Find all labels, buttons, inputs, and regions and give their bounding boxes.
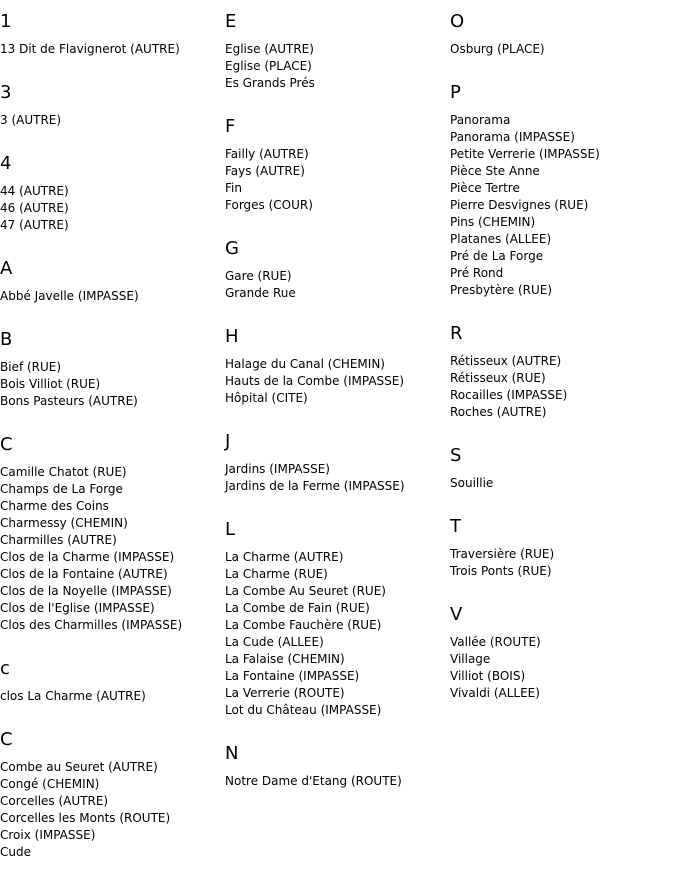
index-section — [450, 604, 672, 702]
index-section — [0, 258, 222, 305]
street-list — [225, 268, 447, 302]
street-list-item[interactable]: Fays (AUTRE) — [225, 164, 305, 178]
street-list-item[interactable]: Hôpital (CITE) — [225, 391, 308, 405]
street-list-item[interactable]: Halage du Canal (CHEMIN) — [225, 357, 385, 371]
index-section — [225, 431, 447, 495]
section-letter-heading: E — [225, 11, 237, 32]
street-list-item[interactable]: La Combe Au Seuret (RUE) — [225, 584, 386, 598]
street-list-item[interactable]: Clos de la Charme (IMPASSE) — [0, 550, 175, 564]
index-section — [225, 238, 447, 302]
street-list-item[interactable]: Eglise (AUTRE) — [225, 42, 314, 56]
street-list — [450, 353, 672, 421]
index-section — [450, 516, 672, 580]
street-list-item[interactable]: Presbytère (RUE) — [450, 283, 553, 297]
index-section — [225, 743, 447, 790]
street-list — [0, 41, 222, 58]
street-list-item[interactable]: La Fontaine (IMPASSE) — [225, 669, 360, 683]
street-list-item[interactable]: Clos de l'Eglise (IMPASSE) — [0, 601, 155, 615]
index-section — [450, 11, 672, 58]
street-list-item[interactable]: 46 (AUTRE) — [0, 201, 69, 215]
street-index-column-2 — [225, 0, 447, 790]
street-list-item[interactable]: Pins (CHEMIN) — [450, 215, 536, 229]
street-list-item[interactable]: Charmessy (CHEMIN) — [0, 516, 128, 530]
section-letter-heading: 4 — [0, 153, 12, 174]
section-letter-heading: G — [225, 238, 239, 259]
street-list-item[interactable]: Bois Villiot (RUE) — [0, 377, 101, 391]
index-section — [450, 82, 672, 299]
street-list-item[interactable]: La Charme (RUE) — [225, 567, 328, 581]
street-list-item[interactable]: Bons Pasteurs (AUTRE) — [0, 394, 138, 408]
street-list-item[interactable]: Failly (AUTRE) — [225, 147, 309, 161]
street-list — [0, 359, 222, 410]
street-list-item[interactable]: Rétisseux (AUTRE) — [450, 354, 562, 368]
section-letter-heading: V — [450, 604, 463, 625]
street-list-item[interactable]: 47 (AUTRE) — [0, 218, 69, 232]
index-section — [225, 519, 447, 719]
section-letter-heading: O — [450, 11, 465, 32]
street-list-item[interactable]: Pré Rond — [450, 266, 504, 280]
index-section — [225, 11, 447, 92]
street-list-item[interactable]: Jardins de la Ferme (IMPASSE) — [225, 479, 405, 493]
section-letter-heading: c — [0, 658, 10, 679]
street-list-item[interactable]: Traversière (RUE) — [450, 547, 555, 561]
street-list-item[interactable]: Platanes (ALLEE) — [450, 232, 552, 246]
street-list-item[interactable]: Es Grands Prés — [225, 76, 315, 90]
street-list-item[interactable]: Bief (RUE) — [0, 360, 62, 374]
street-list-item[interactable]: Cude — [0, 845, 31, 859]
street-list-item[interactable]: Camille Chatot (RUE) — [0, 465, 127, 479]
street-list — [0, 112, 222, 129]
street-list — [0, 759, 222, 861]
street-list-item[interactable]: Lot du Château (IMPASSE) — [225, 703, 382, 717]
index-section — [0, 329, 222, 410]
street-list — [225, 549, 447, 719]
section-letter-heading: H — [225, 326, 239, 347]
street-list — [0, 688, 222, 705]
index-section — [225, 116, 447, 214]
street-list-item[interactable]: Jardins (IMPASSE) — [225, 462, 330, 476]
street-list-item[interactable]: Village — [450, 652, 491, 666]
section-letter-heading: P — [450, 82, 461, 103]
street-list-item[interactable]: Abbé Javelle (IMPASSE) — [0, 289, 139, 303]
section-letter-heading: T — [450, 516, 461, 537]
street-index-column-1 — [0, 0, 222, 861]
section-letter-heading: A — [0, 258, 13, 279]
index-section — [450, 323, 672, 421]
street-list-item[interactable]: Charme des Coins — [0, 499, 109, 513]
street-list-item[interactable]: Corcelles les Monts (ROUTE) — [0, 811, 171, 825]
index-section — [0, 153, 222, 234]
street-list-item[interactable]: La Falaise (CHEMIN) — [225, 652, 345, 666]
street-list-item[interactable]: Notre Dame d'Etang (ROUTE) — [225, 774, 402, 788]
street-list-item[interactable]: Clos de la Noyelle (IMPASSE) — [0, 584, 172, 598]
street-list-item[interactable]: 3 (AUTRE) — [0, 113, 62, 127]
street-list-item[interactable]: 44 (AUTRE) — [0, 184, 69, 198]
street-list-item[interactable]: 13 Dit de Flavignerot (AUTRE) — [0, 42, 180, 56]
street-list-item[interactable]: Roches (AUTRE) — [450, 405, 547, 419]
section-letter-heading: L — [225, 519, 236, 540]
street-list-item[interactable]: Panorama (IMPASSE) — [450, 130, 575, 144]
street-list-item[interactable]: Vivaldi (ALLEE) — [450, 686, 540, 700]
index-section — [0, 82, 222, 129]
street-list-item[interactable]: Osburg (PLACE) — [450, 42, 545, 56]
section-letter-heading: J — [225, 431, 231, 452]
street-index-column-3 — [450, 0, 672, 702]
street-list — [225, 461, 447, 495]
street-list-item[interactable]: Pré de La Forge — [450, 249, 544, 263]
street-list — [450, 41, 672, 58]
section-letter-heading: C — [0, 434, 13, 455]
section-letter-heading: S — [450, 445, 462, 466]
street-list-item[interactable]: Vallée (ROUTE) — [450, 635, 541, 649]
street-list-item[interactable]: Panorama — [450, 113, 511, 127]
street-list-item[interactable]: Fin — [225, 181, 242, 195]
street-list — [0, 464, 222, 634]
section-letter-heading: R — [450, 323, 463, 344]
street-list-item[interactable]: Croix (IMPASSE) — [0, 828, 96, 842]
street-list-item[interactable]: Forges (COUR) — [225, 198, 313, 212]
street-list-item[interactable]: Rétisseux (RUE) — [450, 371, 546, 385]
street-list-item[interactable]: La Combe Fauchère (RUE) — [225, 618, 382, 632]
street-list-item[interactable]: Clos des Charmilles (IMPASSE) — [0, 618, 183, 632]
index-section — [0, 658, 222, 705]
street-list-item[interactable]: La Verrerie (ROUTE) — [225, 686, 345, 700]
street-list — [225, 41, 447, 92]
street-list-item[interactable]: Hauts de la Combe (IMPASSE) — [225, 374, 405, 388]
index-section — [450, 445, 672, 492]
street-list-item[interactable]: Congé (CHEMIN) — [0, 777, 100, 791]
index-section — [0, 11, 222, 58]
section-letter-heading: F — [225, 116, 236, 137]
street-list-item[interactable]: Clos de la Fontaine (AUTRE) — [0, 567, 168, 581]
street-list-item[interactable]: Champs de La Forge — [0, 482, 123, 496]
section-letter-heading: B — [0, 329, 13, 350]
index-section — [0, 729, 222, 861]
street-list-item[interactable]: La Combe de Fain (RUE) — [225, 601, 370, 615]
street-list-item[interactable]: Charmilles (AUTRE) — [0, 533, 117, 547]
street-list-item[interactable]: Trois Ponts (RUE) — [450, 564, 552, 578]
section-letter-heading: 1 — [0, 11, 12, 32]
street-list — [450, 634, 672, 702]
street-list — [225, 773, 447, 790]
street-list-item[interactable]: Combe au Seuret (AUTRE) — [0, 760, 158, 774]
street-list — [450, 546, 672, 580]
street-list-item[interactable]: clos La Charme (AUTRE) — [0, 689, 146, 703]
street-list-item[interactable]: Gare (RUE) — [225, 269, 292, 283]
section-letter-heading: C — [0, 729, 13, 750]
street-list — [225, 146, 447, 214]
street-list — [0, 288, 222, 305]
street-list-item[interactable]: La Charme (AUTRE) — [225, 550, 344, 564]
street-list-item[interactable]: La Cude (ALLEE) — [225, 635, 324, 649]
index-section — [225, 326, 447, 407]
street-list-item[interactable]: Villiot (BOIS) — [450, 669, 526, 683]
street-list-item[interactable]: Pierre Desvignes (RUE) — [450, 198, 589, 212]
street-list-item[interactable]: Grande Rue — [225, 286, 296, 300]
index-section — [0, 434, 222, 634]
street-list-item[interactable]: Rocailles (IMPASSE) — [450, 388, 568, 402]
street-list-item[interactable]: Pièce Ste Anne — [450, 164, 540, 178]
street-list-item[interactable]: Corcelles (AUTRE) — [0, 794, 109, 808]
street-list-item[interactable]: Pièce Tertre — [450, 181, 520, 195]
street-list — [450, 475, 672, 492]
section-letter-heading: 3 — [0, 82, 12, 103]
section-letter-heading: N — [225, 743, 239, 764]
street-list-item[interactable]: Petite Verrerie (IMPASSE) — [450, 147, 600, 161]
street-list-item[interactable]: Eglise (PLACE) — [225, 59, 312, 73]
street-list — [225, 356, 447, 407]
street-list-item[interactable]: Souillie — [450, 476, 494, 490]
street-list — [450, 112, 672, 299]
street-list — [0, 183, 222, 234]
